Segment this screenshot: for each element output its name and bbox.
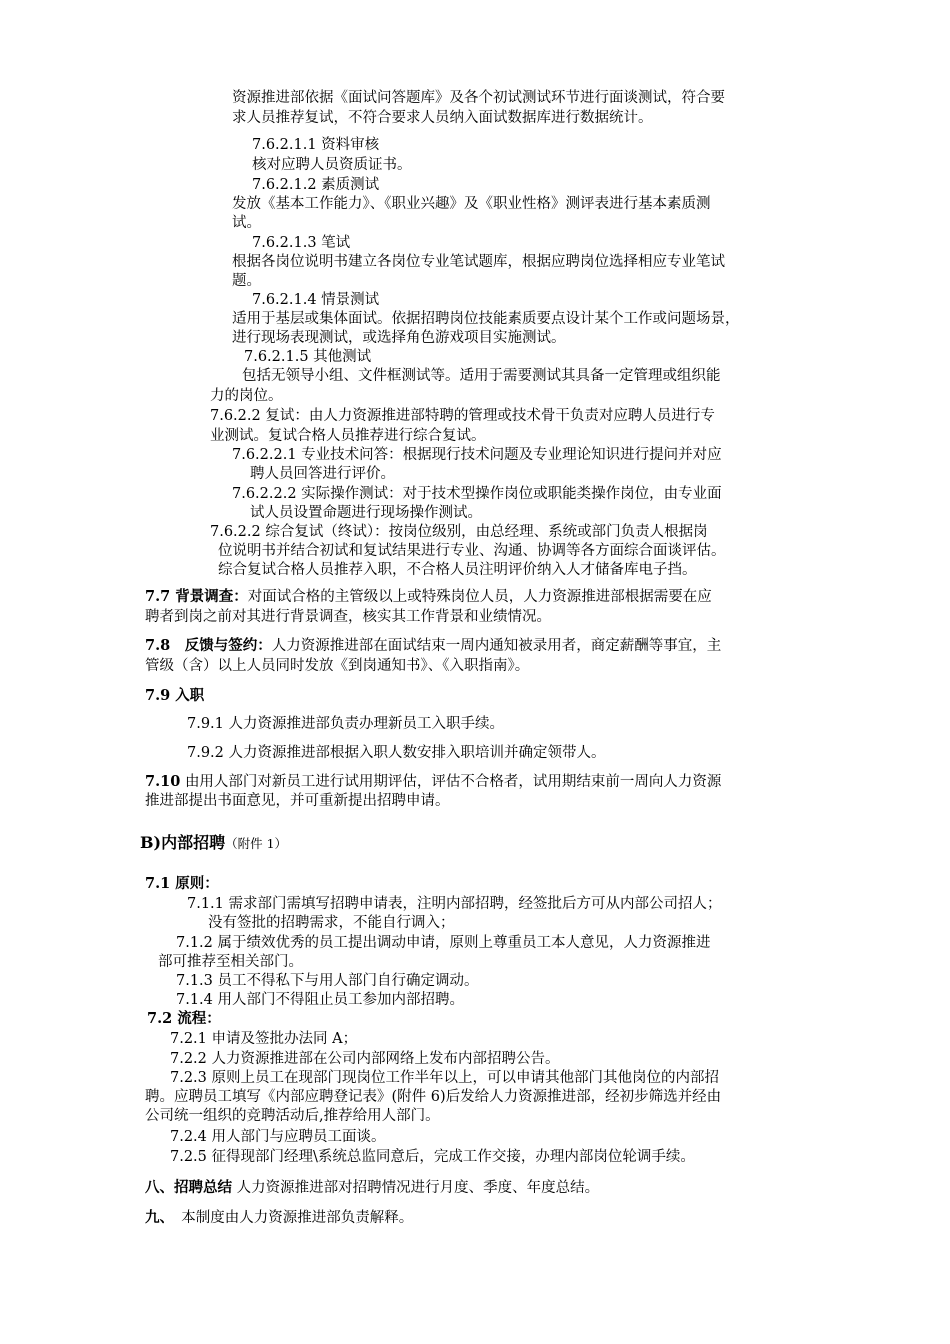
paragraph-line: 题。 bbox=[232, 273, 261, 289]
section-text: 人力资源推进部对招聘情况进行月度、季度、年度总结。 bbox=[236, 1180, 600, 1196]
paragraph-line: 聘。应聘员工填写《内部应聘登记表》(附件 6)后发给人力资源推进部，经初步筛选并经由 bbox=[145, 1089, 722, 1105]
section-8 bbox=[145, 1178, 599, 1198]
section-7-1-heading: 7.1 原则： bbox=[145, 875, 219, 892]
paragraph-line: 没有签批的招聘需求，不能自行调入； bbox=[208, 915, 455, 931]
section-7-9-heading: 7.9 入职 bbox=[145, 687, 205, 704]
subsection-heading: 7.6.2.1.2 素质测试 bbox=[252, 177, 380, 193]
paragraph-line: 7.1.1 需求部门需填写招聘申请表，注明内部招聘，经签批后方可从内部公司招人； bbox=[187, 896, 722, 912]
section-9 bbox=[145, 1208, 413, 1228]
section-label: 7.10 bbox=[145, 773, 181, 790]
paragraph-line: 7.1.2 属于绩效优秀的员工提出调动申请，原则上尊重员工本人意见，人力资源推进 bbox=[176, 935, 711, 951]
part-b-title: B)内部招聘 bbox=[140, 833, 226, 852]
section-label: 九、 bbox=[145, 1209, 167, 1226]
paragraph-line: 7.2.1 申请及签批办法同 A； bbox=[170, 1031, 358, 1047]
paragraph-line: 7.9.2 人力资源推进部根据入职人数安排入职培训并确定领带人。 bbox=[187, 745, 606, 761]
paragraph-line: 力的岗位。 bbox=[210, 388, 283, 404]
part-b-heading bbox=[140, 833, 287, 854]
subsection-heading: 7.6.2.1.3 笔试 bbox=[252, 235, 351, 251]
paragraph-line: 7.2.5 征得现部门经理\系统总监同意后，完成工作交接，办理内部岗位轮调手续。 bbox=[170, 1149, 695, 1165]
paragraph-line: 试。 bbox=[232, 215, 261, 231]
paragraph-line: 核对应聘人员资质证书。 bbox=[252, 157, 412, 173]
paragraph-line: 进行现场表现测试，或选择角色游戏项目实施测试。 bbox=[232, 330, 566, 346]
part-b-note: （附件 1） bbox=[225, 836, 288, 851]
paragraph-line: 7.6.2.2 综合复试（终试）：按岗位级别，由总经理、系统或部门负责人根据岗 bbox=[210, 524, 708, 540]
paragraph-line: 部可推荐至相关部门。 bbox=[158, 954, 303, 970]
paragraph-line: 资源推进部依据《面试问答题库》及各个初试测试环节进行面谈测试，符合要 bbox=[232, 90, 725, 106]
paragraph-line: 求人员推荐复试，不符合要求人员纳入面试数据库进行数据统计。 bbox=[232, 110, 653, 126]
paragraph-line: 聘者到岗之前对其进行背景调查，核实其工作背景和业绩情况。 bbox=[145, 609, 551, 625]
paragraph-line: 试人员设置命题进行现场操作测试。 bbox=[250, 505, 482, 521]
section-7-2-heading: 7.2 流程： bbox=[147, 1010, 221, 1027]
paragraph-line: 公司统一组织的竞聘活动后,推荐给用人部门。 bbox=[145, 1108, 440, 1124]
paragraph-line: 发放《基本工作能力》、《职业兴趣》及《职业性格》测评表进行基本素质测 bbox=[232, 196, 711, 212]
paragraph-line: 聘人员回答进行评价。 bbox=[250, 466, 395, 482]
paragraph-line: 综合复试合格人员推荐入职，不合格人员注明评价纳入人才储备库电子挡。 bbox=[218, 562, 697, 578]
paragraph-line: 7.6.2.2.1 专业技术问答：根据现行技术问题及专业理论知识进行提问并对应 bbox=[232, 447, 722, 463]
paragraph-line: 7.6.2.2.2 实际操作测试：对于技术型操作岗位或职能类操作岗位，由专业面 bbox=[232, 486, 722, 502]
section-text: 人力资源推进部在面试结束一周内通知被录用者，商定薪酬等事宜，主 bbox=[271, 638, 722, 654]
section-text: 本制度由人力资源推进部负责解释。 bbox=[181, 1210, 414, 1226]
section-text: 对面试合格的主管级以上或特殊岗位人员，人力资源推进部根据需要在应 bbox=[247, 589, 712, 605]
section-label: 7.7 背景调查： bbox=[145, 588, 248, 605]
paragraph-line: 7.6.2.2 复试：由人力资源推进部特聘的管理或技术骨干负责对应聘人员进行专 bbox=[210, 408, 715, 424]
paragraph-line: 适用于基层或集体面试。依据招聘岗位技能素质要点设计某个工作或问题场景， bbox=[232, 311, 740, 327]
section-text: 由用人部门对新员工进行试用期评估，评估不合格者，试用期结束前一周向人力资源 bbox=[184, 774, 722, 790]
section-7-8 bbox=[145, 636, 721, 656]
paragraph-line: 7.1.4 用人部门不得阻止员工参加内部招聘。 bbox=[176, 992, 465, 1008]
paragraph-line: 推进部提出书面意见，并可重新提出招聘申请。 bbox=[145, 793, 450, 809]
subsection-heading: 7.6.2.1.1 资料审核 bbox=[252, 137, 380, 153]
section-7-10 bbox=[145, 772, 721, 792]
section-label: 八、招聘总结 bbox=[145, 1179, 232, 1196]
paragraph-line: 7.2.3 原则上员工在现部门现岗位工作半年以上，可以申请其他部门其他岗位的内部招 bbox=[170, 1070, 720, 1086]
section-7-7 bbox=[145, 587, 712, 607]
paragraph-line: 业测试。复试合格人员推荐进行综合复试。 bbox=[210, 428, 486, 444]
subsection-heading: 7.6.2.1.5 其他测试 bbox=[244, 349, 372, 365]
paragraph-line: 7.9.1 人力资源推进部负责办理新员工入职手续。 bbox=[187, 716, 505, 732]
paragraph-line: 7.2.4 用人部门与应聘员工面谈。 bbox=[170, 1129, 386, 1145]
section-label: 7.8 反馈与签约： bbox=[145, 637, 272, 654]
paragraph-line: 包括无领导小组、文件框测试等。适用于需要测试其具备一定管理或组织能 bbox=[242, 368, 721, 384]
paragraph-line: 位说明书并结合初试和复试结果进行专业、沟通、协调等各方面综合面谈评估。 bbox=[218, 543, 726, 559]
subsection-heading: 7.6.2.1.4 情景测试 bbox=[252, 292, 380, 308]
paragraph-line: 7.1.3 员工不得私下与用人部门自行确定调动。 bbox=[176, 973, 479, 989]
paragraph-line: 7.2.2 人力资源推进部在公司内部网络上发布内部招聘公告。 bbox=[170, 1051, 560, 1067]
paragraph-line: 管级（含）以上人员同时发放《到岗通知书》、《入职指南》。 bbox=[145, 658, 530, 674]
paragraph-line: 根据各岗位说明书建立各岗位专业笔试题库，根据应聘岗位选择相应专业笔试 bbox=[232, 254, 725, 270]
